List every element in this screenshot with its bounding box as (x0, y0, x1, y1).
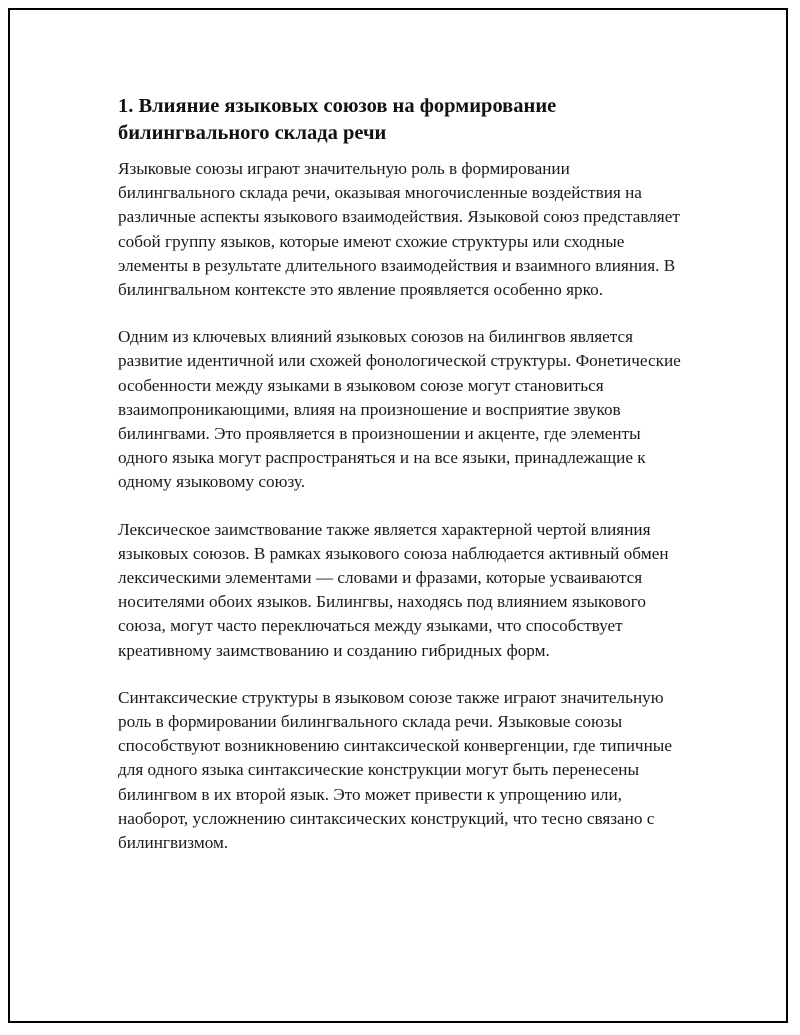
section-heading: 1. Влияние языковых союзов на формирование билингвального склада речи (118, 95, 557, 144)
paragraph-1: Языковые союзы играют значительную роль в формировании билингвального склада речи, оказывая многочисленные воздействия на различные аспекты языкового взаимодействия. Языковой союз представляет собой группу языков, которые имеют схожие структуры или сходные элементы в результате длительного взаимодействия и взаимного влияния. В билингвальном контексте это явление проявляется особенно ярко. (118, 159, 680, 300)
paragraph-3: Лексическое заимствование также является характерной чертой влияния языковых союзов. В рамках языкового союза наблюдается активный обмен лексическими элементами — словами и фразами, которые усваиваются носителями обоих языков. Билингвы, находясь под влиянием языкового союза, могут часто переключаться между языками, что способствует креативному заимствованию и созданию гибридных форм. (118, 519, 669, 660)
paragraph-2: Одним из ключевых влияний языковых союзов на билингвов является развитие идентичной или схожей фонологической структуры. Фонетические особенности между языками в языковом союзе могут становиться взаимопроникающими, влияя на произношение и восприятие звуков билингвами. Это проявляется в произношении и акценте, где элементы одного языка могут распространяться и на все языки, принадлежащие к одному языковому союзу. (118, 327, 681, 492)
paragraph-4: Синтаксические структуры в языковом союзе также играют значительную роль в формировании билингвального склада речи. Языковые союзы способствуют возникновению синтаксической конвергенции, где типичные для одного языка синтаксические конструкции могут быть перенесены билингвом в их второй язык. Это может привести к упрощению или, наоборот, усложнению синтаксических конструкций, что тесно связано с билингвизмом. (118, 687, 672, 853)
document-body (118, 93, 688, 878)
